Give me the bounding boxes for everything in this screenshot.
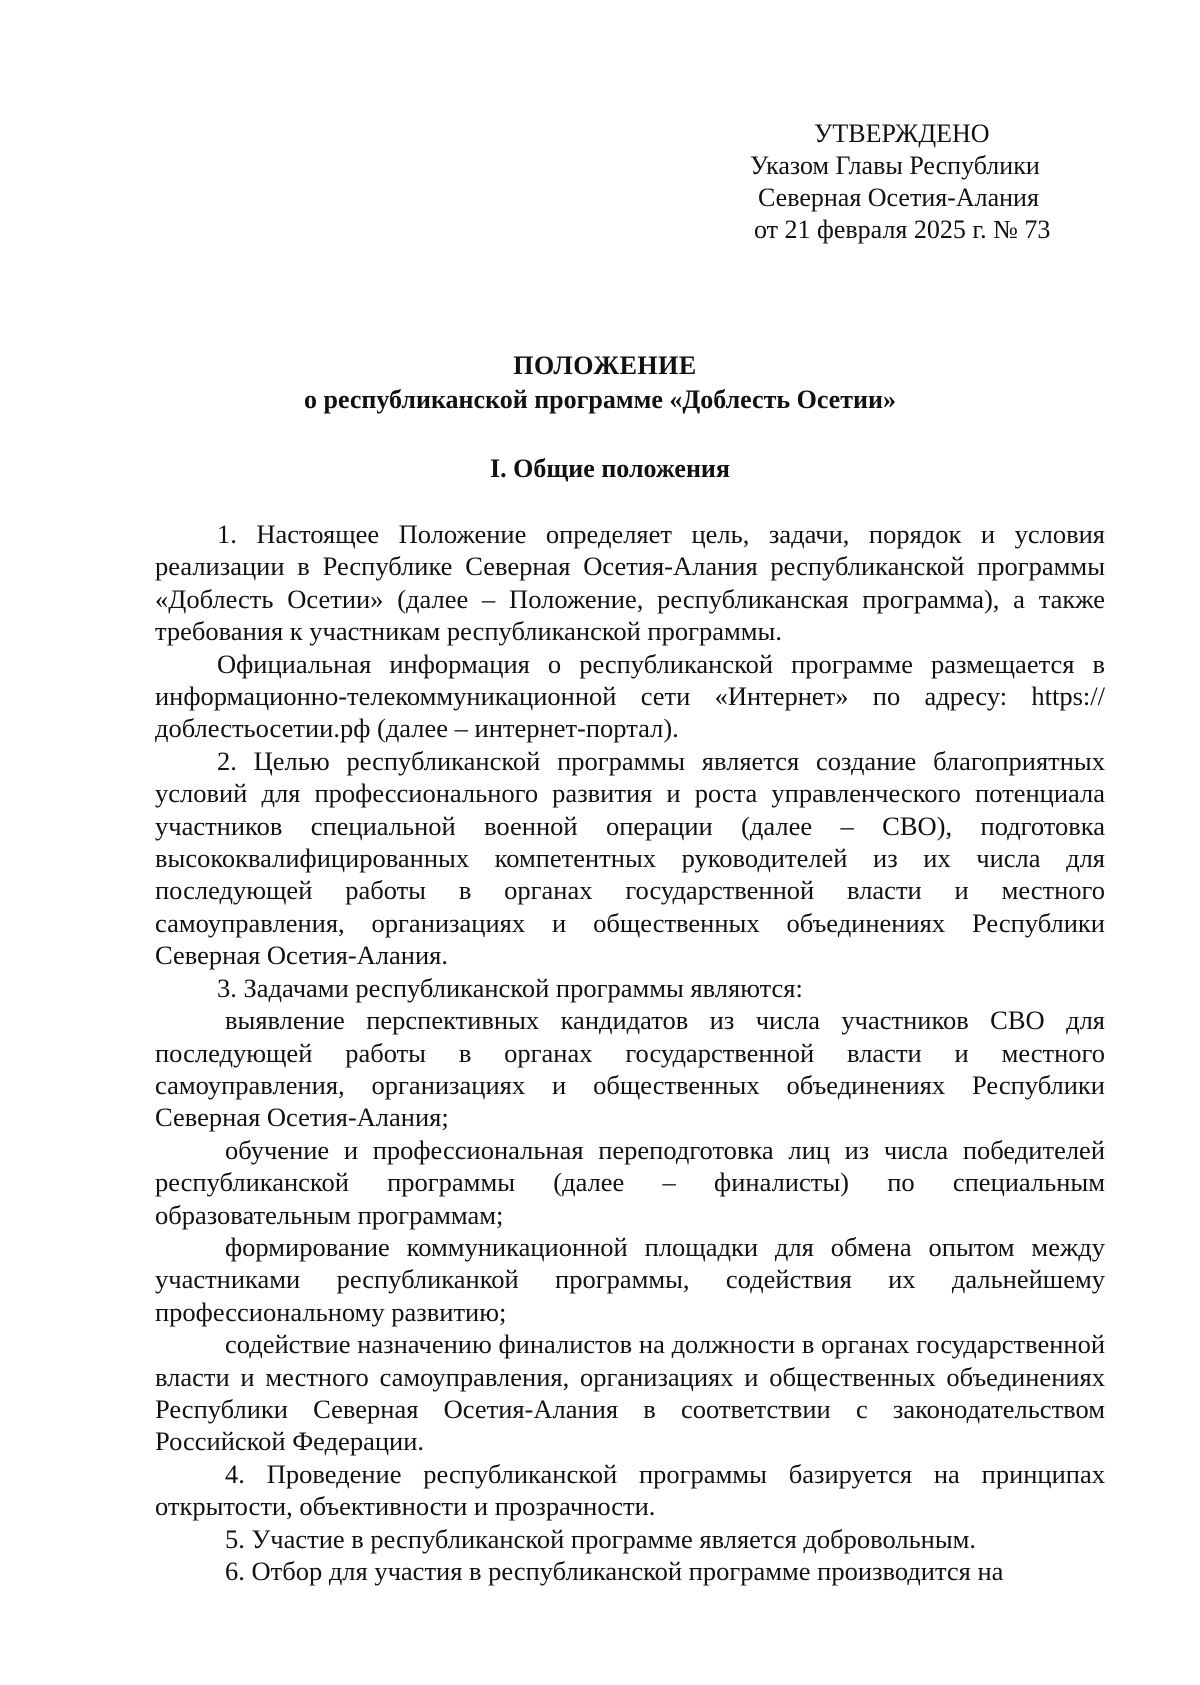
document-title-subtitle: о республиканской программе «Доблесть Осетии» <box>304 385 896 414</box>
document-title-main: ПОЛОЖЕНИЕ <box>513 351 697 380</box>
document-body <box>155 518 1105 1587</box>
paragraph-5: 5. Участие в республиканской программе является добровольным. <box>225 1523 977 1554</box>
paragraph-2: 2. Целью республиканской программы является создание благоприятных условий для профессионального развития и роста управленческого потенциала участников специальной военной операции (далее – СВО), подготовка высококвалифицированных компетентных руководителей из их числа для последующей работы в органах государственной власти и местного самоуправления, организациях и общественных объединениях Республики Северная Осетия-Алания. <box>155 745 1105 971</box>
approval-line-republic: Северная Осетия-Алания <box>758 183 1039 212</box>
task-item-appointment: содействие назначению финалистов на должности в органах государственной власти и местного самоуправления, организациях и общественных объединениях Республики Северная Осетия-Алания в соответствии с законодательством Российской Федерации. <box>155 1329 1105 1457</box>
paragraph-1: 1. Настоящее Положение определяет цель, задачи, порядок и условия реализации в Республике Северная Осетия-Алания республиканской программы «Доблесть Осетии» (далее – Положение, республиканская программа), а также требования к участникам республиканской программы. <box>155 519 1105 647</box>
document-title <box>0 349 1200 417</box>
approval-line-date: от 21 февраля 2025 г. № 73 <box>754 215 1051 244</box>
approval-line-approved: УТВЕРЖДЕНО <box>814 119 990 148</box>
task-item-communication: формирование коммуникационной площадки для обмена опытом между участниками республиканкой программы, содействия их дальнейшему профессиональному развитию; <box>155 1231 1105 1327</box>
section-heading: I. Общие положения <box>490 454 730 483</box>
paragraph-4: 4. Проведение республиканской программы базируется на принципах открытости, объективности и прозрачности. <box>155 1458 1105 1522</box>
approval-line-decree: Указом Главы Республики <box>750 151 1040 180</box>
paragraph-6: 6. Отбор для участия в республиканской программе производится на <box>225 1556 1004 1586</box>
paragraph-3: 3. Задачами республиканской программы являются: <box>217 972 803 1003</box>
task-item-identification: выявление перспективных кандидатов из числа участников СВО для последующей работы в органах государственной власти и местного самоуправления, организациях и общественных объединениях Республики Северная Осетия-Алания; <box>155 1005 1105 1133</box>
approval-stamp-block <box>740 118 1080 246</box>
paragraph-official-info: Официальная информация о республиканской программе размещается в информационно-телекоммуникационной сети «Интернет» по адресу: https://доблестьосетии.рф (далее – интернет-портал). <box>155 648 1105 744</box>
task-item-training: обучение и профессиональная переподготовка лиц из числа победителей республиканской программы (далее – финалисты) по специальным образовательным программам; <box>155 1134 1105 1230</box>
